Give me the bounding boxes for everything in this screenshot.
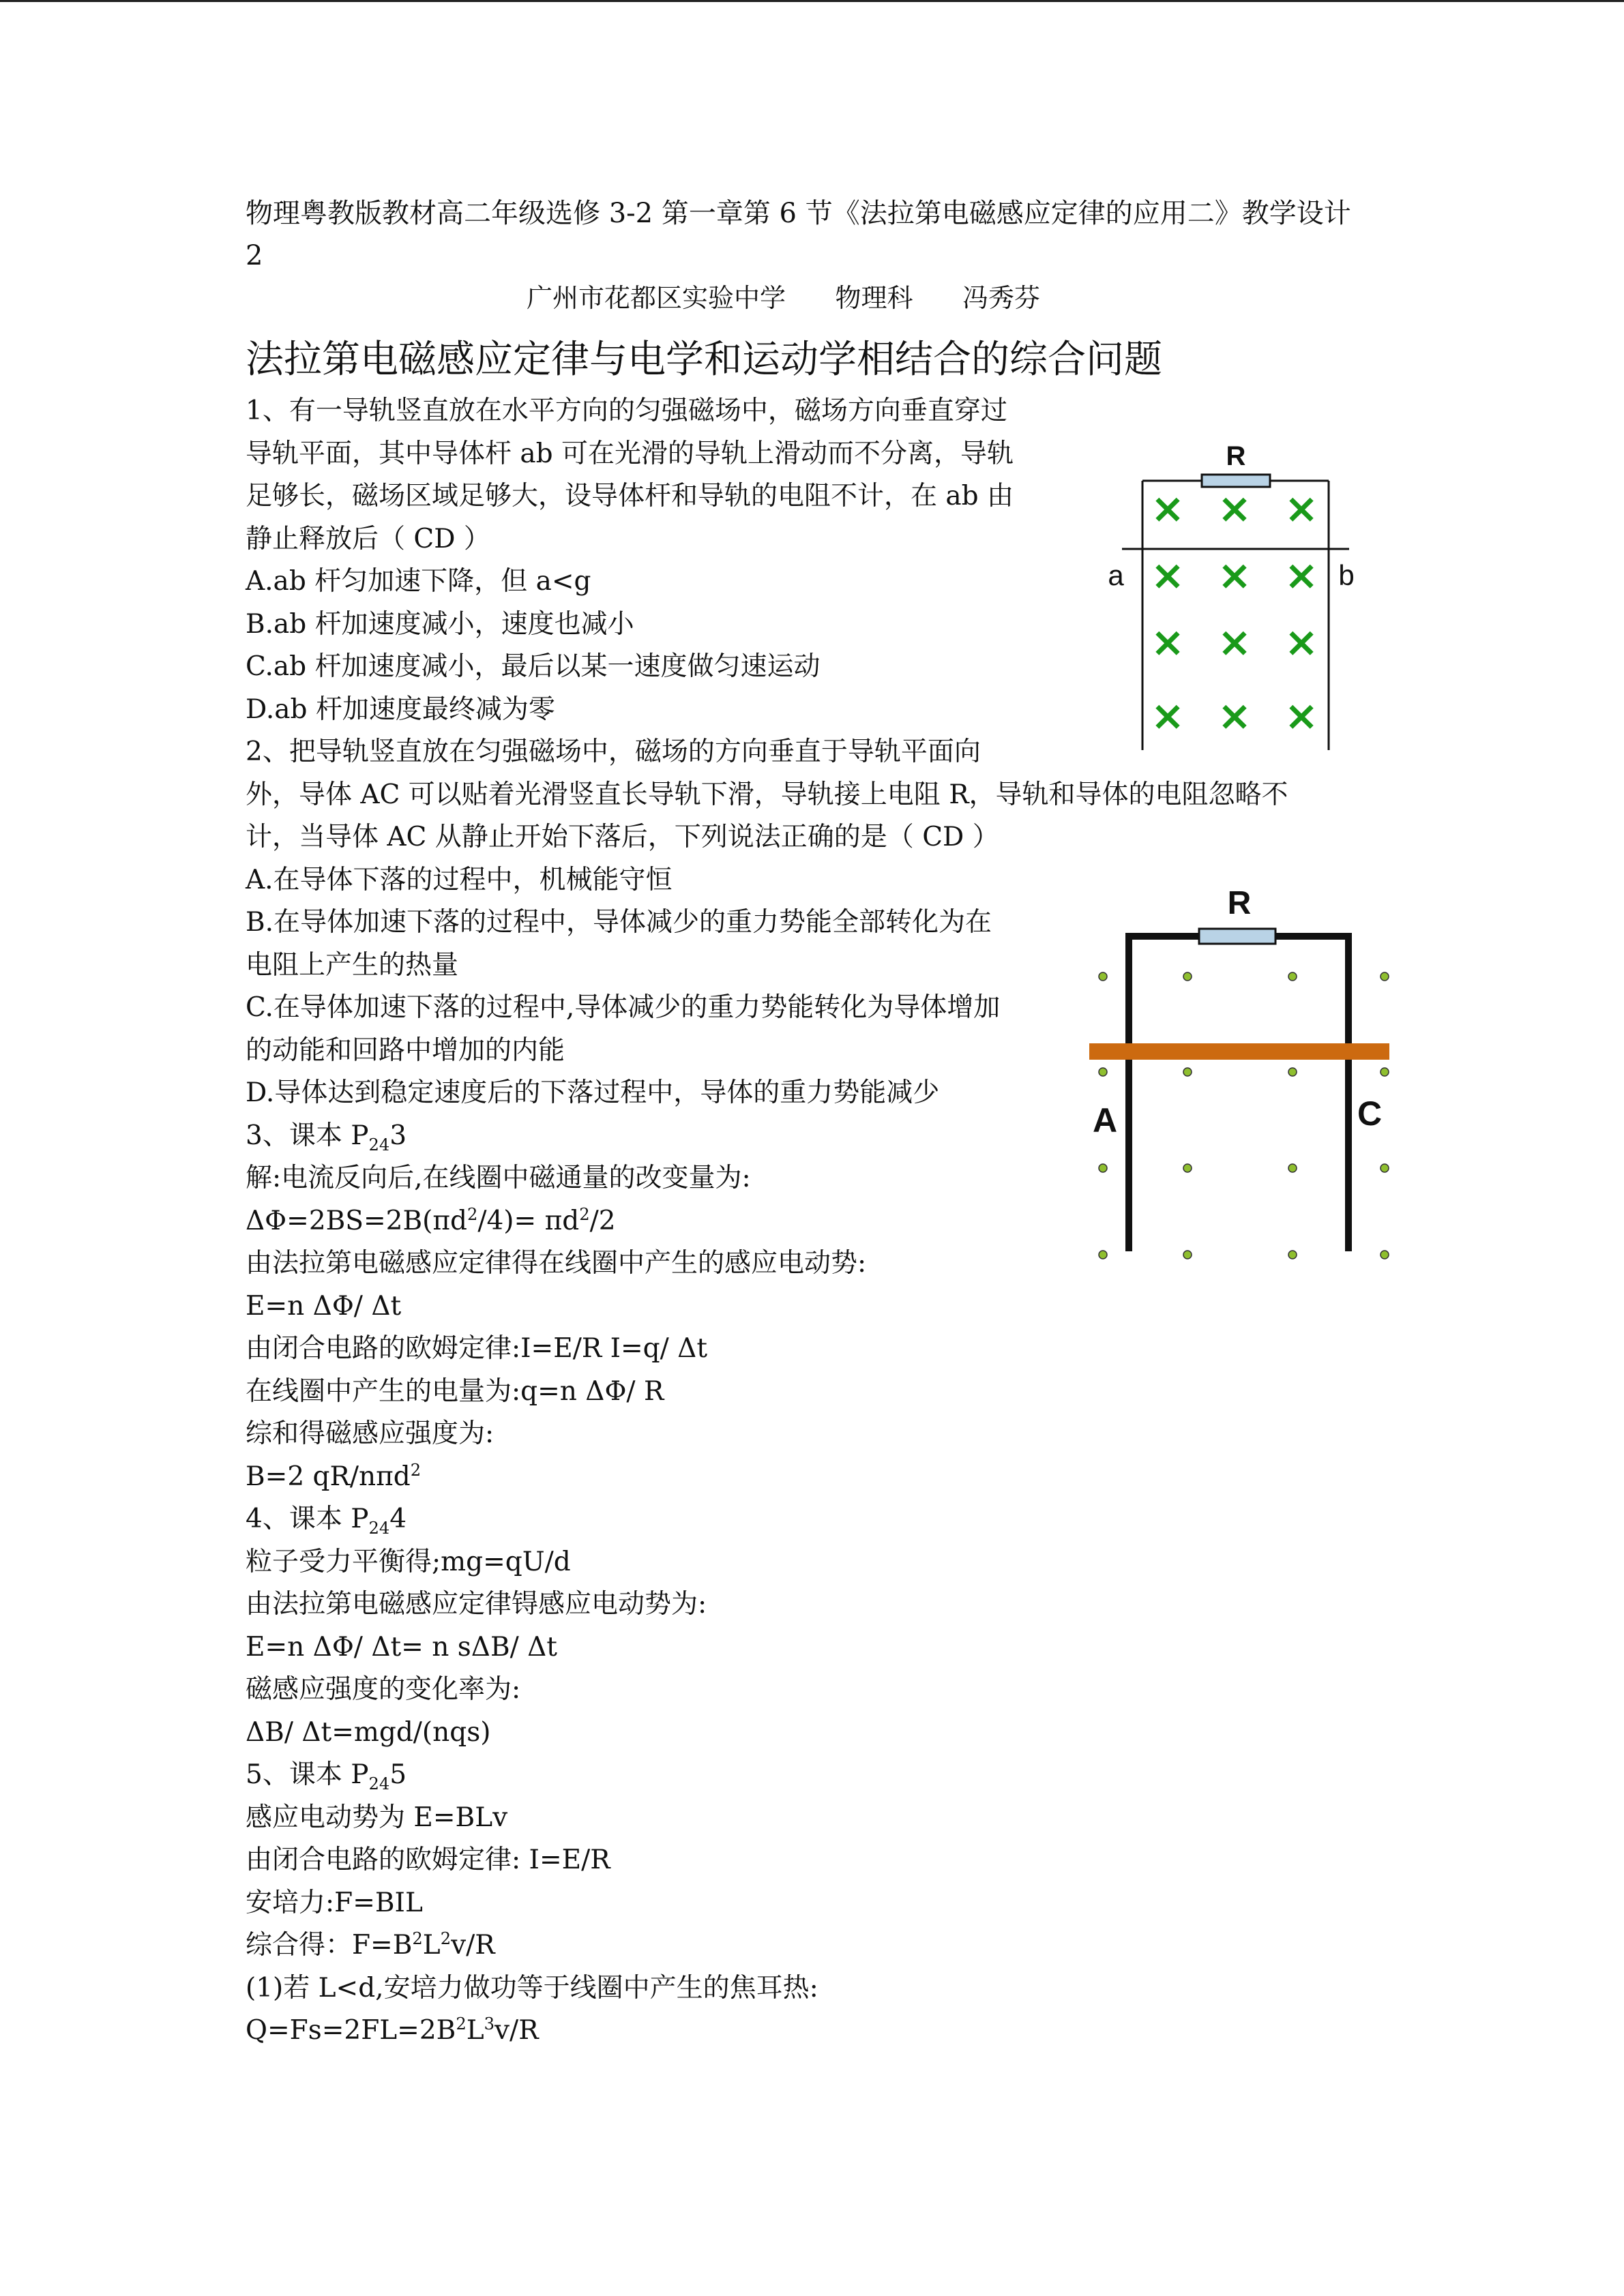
field-dot-icon	[1099, 1251, 1107, 1259]
field-x-icon: ×	[1150, 618, 1185, 666]
field-dot-icon	[1288, 1068, 1297, 1076]
field-x-icon: ×	[1150, 692, 1185, 740]
q5-line-1: 感应电动势为 E=BLv	[246, 1802, 508, 1833]
rod-end-a-label: a	[1108, 559, 1124, 591]
q2-figure	[1078, 880, 1405, 1268]
field-x-icon: ×	[1150, 485, 1185, 533]
field-dot-icon	[1099, 1068, 1107, 1076]
q1-line-2: 导轨平面，其中导体杆 ab 可在光滑的导轨上滑动而不分离，导轨	[246, 438, 1014, 469]
q2-option-c-line-1: C.在导体加速下落的过程中,导体减少的重力势能转化为导体增加	[246, 992, 1001, 1023]
q3-emf-formula: E=n ΔΦ/ Δt	[246, 1290, 402, 1322]
section-heading: 法拉第电磁感应定律与电学和运动学相结合的综合问题	[246, 338, 1162, 382]
q4-line-1: 粒子受力平衡得;mg=qU/d	[246, 1546, 571, 1577]
field-dot-icon	[1381, 1164, 1389, 1172]
q1-line-4: 静止释放后（ CD ）	[246, 523, 490, 554]
author-line: 广州市花都区实验中学 物理科 冯秀芬	[527, 283, 1040, 313]
field-dot-icon	[1288, 1164, 1297, 1172]
field-x-icon: ×	[1217, 552, 1252, 599]
q5-force-result: 综合得：$F=B^2L^2v/R$	[246, 1929, 495, 1960]
field-dot-icon	[1099, 1164, 1107, 1172]
field-x-icon: ×	[1217, 692, 1252, 740]
field-x-icon: ×	[1284, 618, 1319, 666]
field-dot-icon	[1099, 972, 1107, 981]
q2-option-d: D.导体达到稳定速度后的下落过程中，导体的重力势能减少	[246, 1077, 940, 1108]
field-dot-icon	[1183, 1164, 1192, 1172]
conductor-bar-ac	[1089, 1043, 1389, 1060]
bar-end-c-label: C	[1357, 1094, 1383, 1133]
q2-line-1: 2、把导轨竖直放在匀强磁场中，磁场的方向垂直于导轨平面向	[246, 736, 981, 767]
q1-option-a: A.ab 杆匀加速下降，但 a<g	[246, 566, 591, 597]
q3-solution-line-3: 由法拉第电磁感应定律得在线圈中产生的感应电动势:	[246, 1248, 867, 1279]
page-top-border	[0, 0, 1624, 2]
q1-option-c: C.ab 杆加速度减小，最后以某一速度做匀速运动	[246, 651, 821, 682]
q2-line-2: 外，导体 AC 可以贴着光滑竖直长导轨下滑，导轨接上电阻 R，导轨和导体的电阻忽略不	[246, 779, 1288, 810]
q2-line-3: 计，当导体 AC 从静止开始下落后，下列说法正确的是（ CD ）	[246, 822, 999, 852]
resistor	[1199, 929, 1275, 944]
q5-title: 5、课本 $P_{24}5$	[246, 1759, 407, 1793]
q4-line-4: 磁感应强度的变化率为:	[246, 1674, 521, 1705]
q5-heat-result: $Q=Fs=2FL=2B^2L^3v/R$	[246, 2014, 539, 2046]
field-dot-icon	[1183, 1251, 1192, 1259]
resistor-label: R	[1226, 441, 1246, 471]
field-x-icon: ×	[1217, 485, 1252, 533]
field-dot-icon	[1381, 972, 1389, 981]
q2-option-a: A.在导体下落的过程中，机械能守恒	[246, 864, 673, 895]
field-x-icon: ×	[1284, 692, 1319, 740]
q1-option-d: D.ab 杆加速度最终减为零	[246, 694, 555, 725]
field-dot-icon	[1381, 1251, 1389, 1259]
q3-charge-formula: 在线圈中产生的电量为:q=n ΔΦ/ R	[246, 1375, 664, 1407]
q5-line-2: 由闭合电路的欧姆定律: I=E/R	[246, 1845, 610, 1875]
field-dot-icon	[1183, 1068, 1192, 1076]
field-dot-icon	[1183, 972, 1192, 981]
document-title: 物理粤教版教材高二年级选修 3-2 第一章第 6 节《法拉第电磁感应定律的应用二》教学设计 2	[246, 198, 1351, 271]
field-dot-icon	[1288, 972, 1297, 981]
field-x-icon: ×	[1284, 485, 1319, 533]
resistor-label: R	[1227, 885, 1252, 921]
q3-field-result: B=2 qR/nπd$^2$	[246, 1460, 422, 1492]
field-dot-icon	[1288, 1251, 1297, 1259]
q4-line-2: 由法拉第电磁感应定律锝感应电动势为:	[246, 1589, 707, 1620]
q4-result: ΔB/ Δt=mgd/(nqs)	[246, 1716, 491, 1748]
q4-title: 4、课本 $P_{24}4$	[246, 1504, 407, 1538]
q3-flux-change: $\Delta\Phi=2BS=2B(\pi d^2/4)= \pi d^2/2$	[246, 1204, 616, 1236]
bar-end-a-label: A	[1092, 1101, 1118, 1139]
rod-end-b-label: b	[1338, 559, 1355, 591]
magnetic-field-x-grid	[1151, 485, 1318, 740]
q5-line-3: 安培力:F=BIL	[246, 1887, 423, 1918]
q2-option-b-line-2: 电阻上产生的热量	[246, 949, 459, 981]
q3-title: 3、课本 $P_{24}3$	[246, 1120, 407, 1154]
q3-solution-line-1: 解:电流反向后,在线圈中磁通量的改变量为:	[246, 1163, 751, 1193]
q1-line-3: 足够长，磁场区域足够大，设导体杆和导轨的电阻不计，在 ab 由	[246, 481, 1014, 511]
q1-line-1: 1、有一导轨竖直放在水平方向的匀强磁场中，磁场方向垂直穿过	[246, 396, 1007, 426]
q3-solution-line-7: 综和得磁感应强度为:	[246, 1418, 494, 1449]
field-x-icon: ×	[1217, 618, 1252, 666]
q1-figure	[1098, 430, 1364, 757]
q4-emf-formula: E=n ΔΦ/ Δt= n sΔB/ Δt	[246, 1631, 557, 1663]
q3-ohm-law: 由闭合电路的欧姆定律:I=E/R I=q/ Δt	[246, 1333, 708, 1364]
field-x-icon: ×	[1284, 552, 1319, 599]
field-x-icon: ×	[1150, 552, 1185, 599]
q2-option-b-line-1: B.在导体加速下落的过程中，导体减少的重力势能全部转化为在	[246, 907, 992, 938]
q2-option-c-line-2: 的动能和回路中增加的内能	[246, 1034, 565, 1066]
q1-option-b: B.ab 杆加速度减小，速度也减小	[246, 608, 634, 640]
field-dot-icon	[1381, 1068, 1389, 1076]
q5-line-5: (1)若 L<d,安培力做功等于线圈中产生的焦耳热:	[246, 1972, 818, 2003]
